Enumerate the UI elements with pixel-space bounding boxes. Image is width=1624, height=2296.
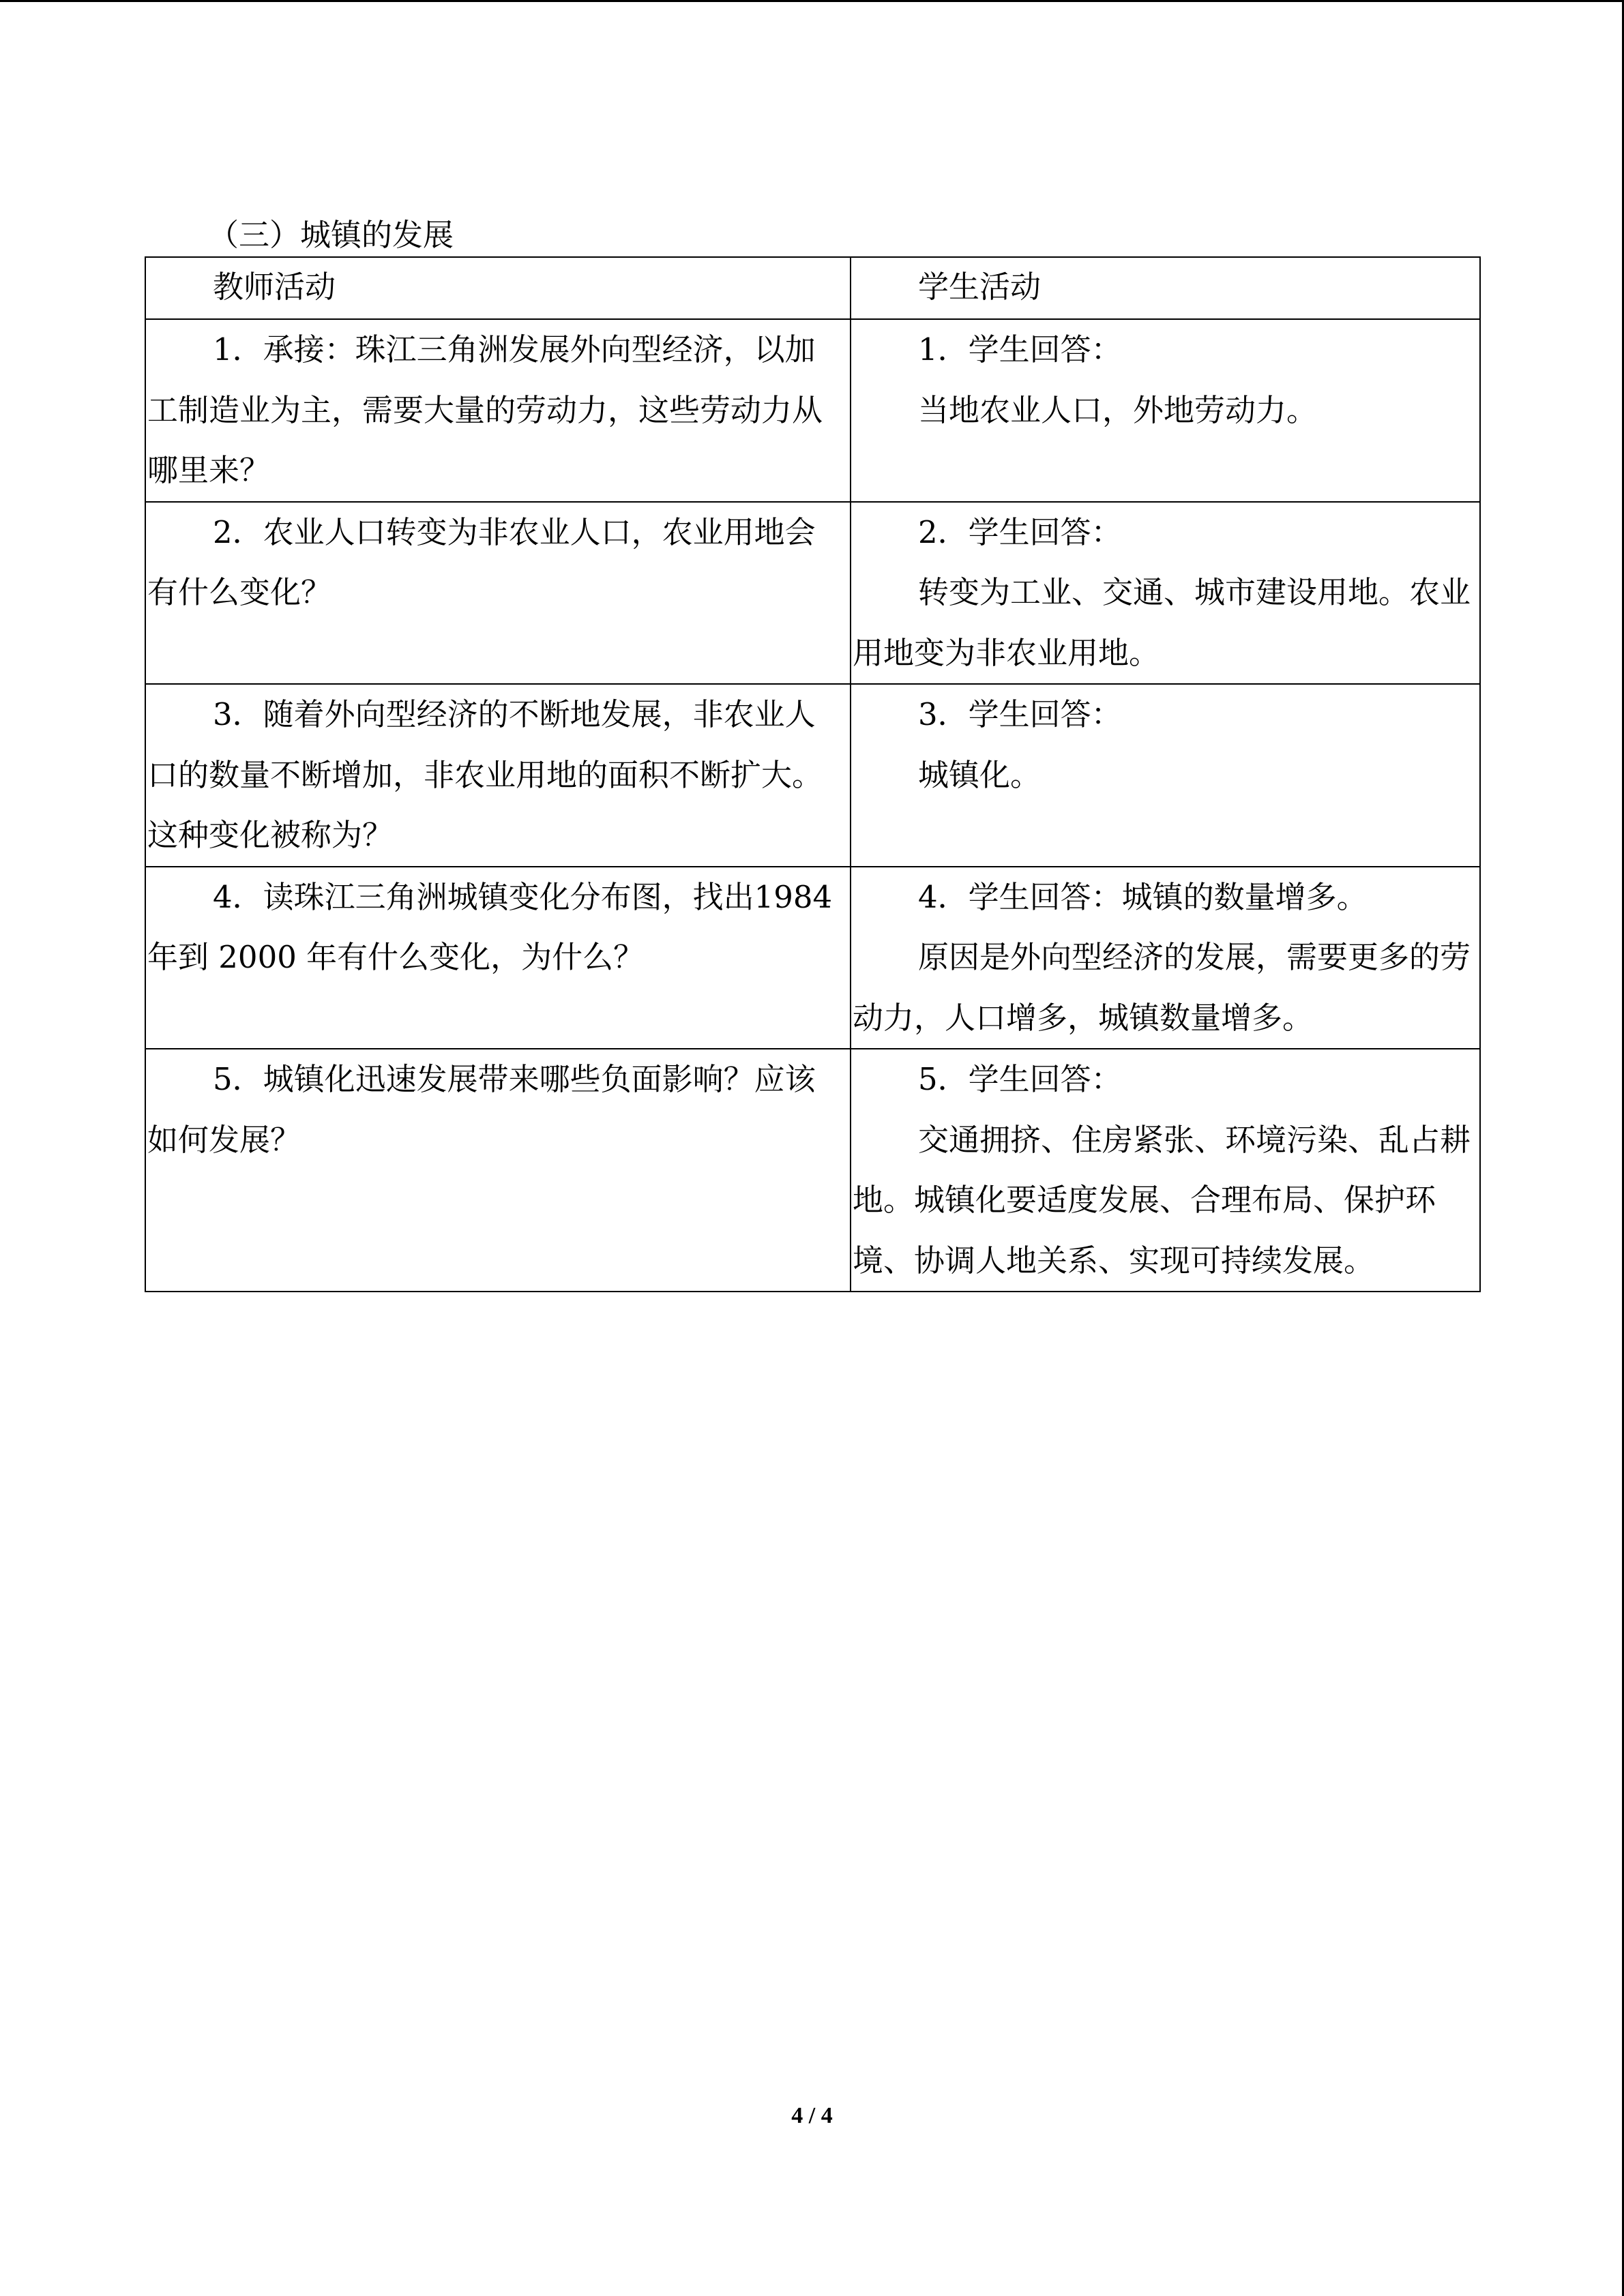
student-answer-4-text: 原因是外向型经济的发展，需要更多的劳动力，人口增多，城镇数量增多。: [853, 939, 1471, 1036]
table-header-row: [145, 257, 1480, 319]
teacher-activity-cell: [145, 684, 851, 867]
table-row: [145, 1049, 1480, 1292]
header-teacher-activity: [145, 257, 851, 319]
section-heading: （三）城镇的发展: [208, 217, 454, 253]
table-row: [145, 319, 1480, 502]
student-answer-5-label: 5．学生回答：: [918, 1061, 1122, 1097]
student-activity-cell: [851, 867, 1480, 1049]
teacher-question-2: 2．农业人口转变为非农业人口，农业用地会有什么变化？: [147, 513, 816, 610]
student-answer-4-label: 4．学生回答：城镇的数量增多。: [918, 878, 1368, 915]
student-answer-3-text: 城镇化。: [918, 756, 1042, 793]
teacher-question-4: 4．读珠江三角洲城镇变化分布图，找出1984 年到 2000 年有什么变化，为什么？: [147, 878, 833, 975]
student-answer-3-label: 3．学生回答：: [918, 696, 1122, 732]
table-row: [145, 502, 1480, 685]
student-answer-1-label: 1．学生回答：: [918, 331, 1122, 368]
header-student-activity: [851, 257, 1480, 319]
student-activity-cell: [851, 1049, 1480, 1292]
student-answer-2-label: 2．学生回答：: [918, 513, 1122, 550]
header-student-label: 学生活动: [918, 269, 1042, 305]
student-answer-5-text: 交通拥挤、住房紧张、环境污染、乱占耕地。城镇化要适度发展、合理布局、保护环境、协调人地关系、实现可持续发展。: [853, 1121, 1471, 1279]
student-activity-cell: [851, 319, 1480, 502]
header-teacher-label: 教师活动: [213, 269, 336, 305]
teacher-activity-cell: [145, 867, 851, 1049]
student-answer-1-text: 当地农业人口，外地劳动力。: [918, 391, 1318, 428]
table-row: [145, 867, 1480, 1049]
teacher-activity-cell: [145, 319, 851, 502]
teacher-question-3: 3．随着外向型经济的不断地发展，非农业人口的数量不断增加，非农业用地的面积不断扩大。这种变化被称为？: [147, 696, 823, 853]
teacher-question-5: 5．城镇化迅速发展带来哪些负面影响？应该如何发展？: [147, 1061, 816, 1158]
teacher-activity-cell: [145, 502, 851, 685]
page-number: 4 / 4: [791, 2103, 833, 2128]
teacher-question-1: 1．承接：珠江三角洲发展外向型经济，以加工制造业为主，需要大量的劳动力，这些劳动力从哪里来？: [147, 331, 823, 488]
table-row: [145, 684, 1480, 867]
student-activity-cell: [851, 684, 1480, 867]
student-answer-2-text: 转变为工业、交通、城市建设用地。农业用地变为非农业用地。: [853, 574, 1471, 671]
student-activity-cell: [851, 502, 1480, 685]
teacher-activity-cell: [145, 1049, 851, 1292]
lesson-activity-table: [145, 256, 1481, 1292]
